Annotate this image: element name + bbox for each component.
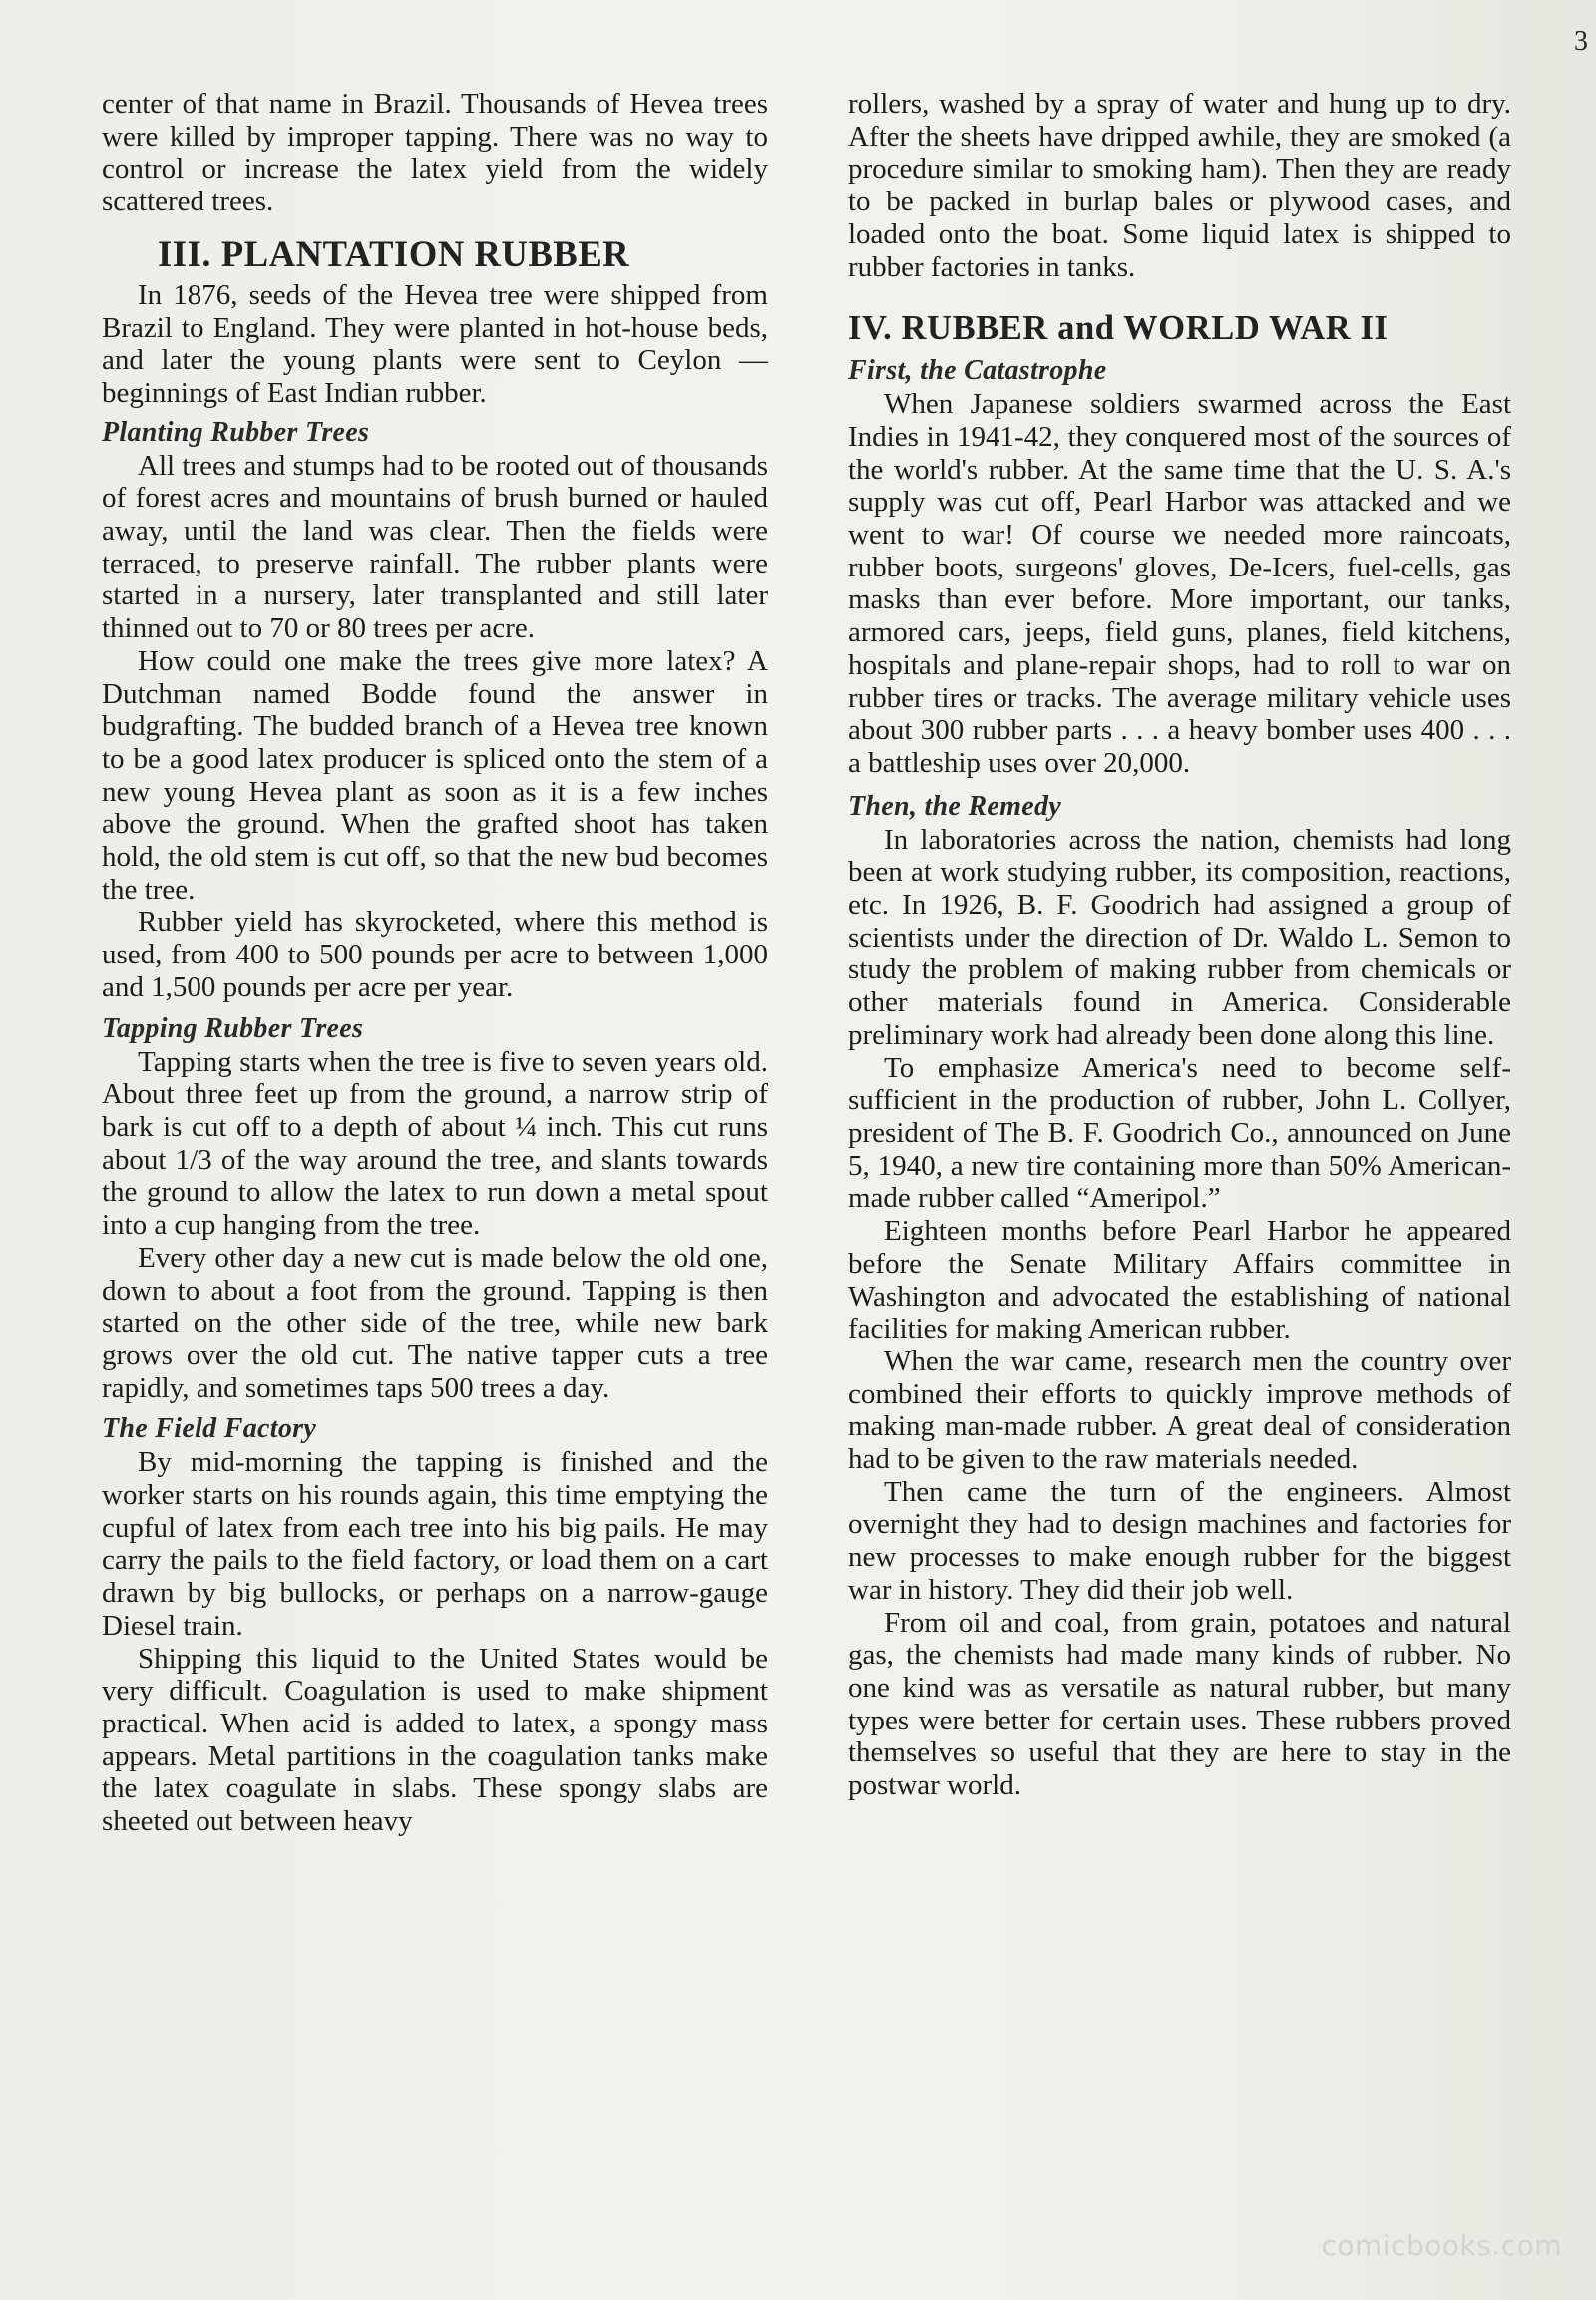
continued-paragraph: rollers, washed by a spray of water and hung up to dry. After the sheets have dripped awhile, they are smoked (a procedure similar to smoking ham). Then they are ready to be packed in burlap bales or plywood cases, and loaded onto the boat. Some liquid latex is shipped to rubber factories in tanks.	[848, 88, 1511, 283]
paragraph: How could one make the trees give more latex? A Dutchman named Bodde found the answer in budgrafting. The budded branch of a Hevea tree known to be a good latex producer is spliced onto the stem of a new young Hevea plant as soon as it is a few inches above the ground. When the grafted shoot has taken hold, the old stem is cut off, so that the new bud becomes the tree.	[102, 644, 768, 906]
section-heading-rubber-ww2: IV. RUBBER and WORLD WAR II	[848, 309, 1389, 348]
right-column	[848, 88, 1511, 1802]
paragraph: When the war came, research men the country over combined their efforts to quickly improve methods of making man-made rubber. A great deal of consideration had to be given to the raw materials needed.	[848, 1344, 1511, 1476]
paragraph: When Japanese soldiers swarmed across the East Indies in 1941-42, they conquered most of the sources of the world's rubber. At the same time that the U. S. A.'s supply was cut off, Pearl Harbor was attacked and we went to war! Of course we needed more raincoats, rubber boots, surgeons' gloves, De-Icers, fuel-cells, gas masks than ever before. More important, our tanks, armored cars, jeeps, field guns, planes, field kitchens, hospitals and plane-repair shops, had to roll to war on rubber tires or tracks. The average military vehicle uses about 300 rubber parts . . . a heavy bomber uses 400 . . . a battleship uses over 20,000.	[848, 388, 1511, 779]
paragraph: All trees and stumps had to be rooted out of thousands of forest acres and mountains of brush burned or hauled away, until the land was clear. Then the fields were terraced, to preserve rainfall. The rubber plants were started in a nursery, later transplanted and still later thinned out to 70 or 80 trees per acre.	[102, 449, 768, 645]
paragraph: Tapping starts when the tree is five to seven years old. About three feet up from the ground, a narrow strip of bark is cut off to a depth of about ¼ inch. This cut runs about 1/3 of the way around the tree, and slants towards the ground to allow the latex to run down a metal spout into a cup hanging from the tree.	[102, 1045, 768, 1242]
paragraph: Rubber yield has skyrocketed, where this method is used, from 400 to 500 pounds per acre to between 1,000 and 1,500 pounds per acre per year.	[102, 906, 768, 1003]
paragraph: Shipping this liquid to the United States would be very difficult. Coagulation is used to make shipment practical. When acid is added to latex, a spongy mass appears. Metal partitions in the coagulation tanks make the latex coagulate in slabs. These spongy slabs are sheeted out between heavy	[102, 1642, 768, 1838]
paragraph: Then came the turn of the engineers. Almost overnight they had to design machines and factories for new processes to make enough rubber for the biggest war in history. They did their job well.	[848, 1475, 1511, 1606]
subheading-first-catastrophe: First, the Catastrophe	[848, 355, 1107, 387]
watermark: comicbooks.com	[1321, 2229, 1562, 2262]
paragraph: To emphasize America's need to become self-sufficient in the production of rubber, John L. Collyer, president of The B. F. Goodrich Co., announced on June 5, 1940, a new tire containing more than 50% American-made rubber called “Ameripol.”	[848, 1051, 1511, 1215]
subheading-field-factory: The Field Factory	[102, 1413, 317, 1445]
paragraph: By mid-morning the tapping is finished and the worker starts on his rounds again, this time emptying the cupful of latex from each tree into his big pails. He may carry the pails to the field factory, or load them on a cart drawn by big bullocks, or perhaps on a narrow-gauge Diesel train.	[102, 1446, 768, 1642]
subheading-planting-rubber-trees: Planting Rubber Trees	[102, 416, 370, 448]
paragraph: From oil and coal, from grain, potatoes and natural gas, the chemists had made many kinds of rubber. No one kind was as versatile as natural rubber, but many types were better for certain uses. These rubbers proved themselves so useful that they are here to stay in the postwar world.	[848, 1606, 1511, 1802]
left-column	[102, 88, 768, 1838]
paragraph: Every other day a new cut is made below the old one, down to about a foot from the ground. Tapping is then started on the other side of the tree, while new bark grows over the old cut. The native tapper cuts a tree rapidly, and sometimes taps 500 trees a day.	[102, 1241, 768, 1404]
section-heading-plantation-rubber: III. PLANTATION RUBBER	[158, 232, 630, 274]
page-number: 3	[1574, 26, 1588, 57]
paragraph: In 1876, seeds of the Hevea tree were shipped from Brazil to England. They were planted in hot-house beds, and later the young plants were sent to Ceylon — beginnings of East Indian rubber.	[102, 278, 768, 409]
subheading-tapping-rubber-trees: Tapping Rubber Trees	[102, 1012, 364, 1044]
paragraph: Eighteen months before Pearl Harbor he appeared before the Senate Military Affairs committee in Washington and advocated the establishing of national facilities for making American rubber.	[848, 1215, 1511, 1345]
intro-paragraph: center of that name in Brazil. Thousands of Hevea trees were killed by improper tapping. There was no way to control or increase the latex yield from the widely scattered trees.	[102, 88, 768, 218]
subheading-then-remedy: Then, the Remedy	[848, 790, 1061, 822]
paragraph: In laboratories across the nation, chemists had long been at work studying rubber, its composition, reactions, etc. In 1926, B. F. Goodrich had assigned a group of scientists under the direction of Dr. Waldo L. Semon to study the problem of making rubber from chemicals or other materials found in America. Considerable preliminary work had already been done along this line.	[848, 823, 1511, 1051]
